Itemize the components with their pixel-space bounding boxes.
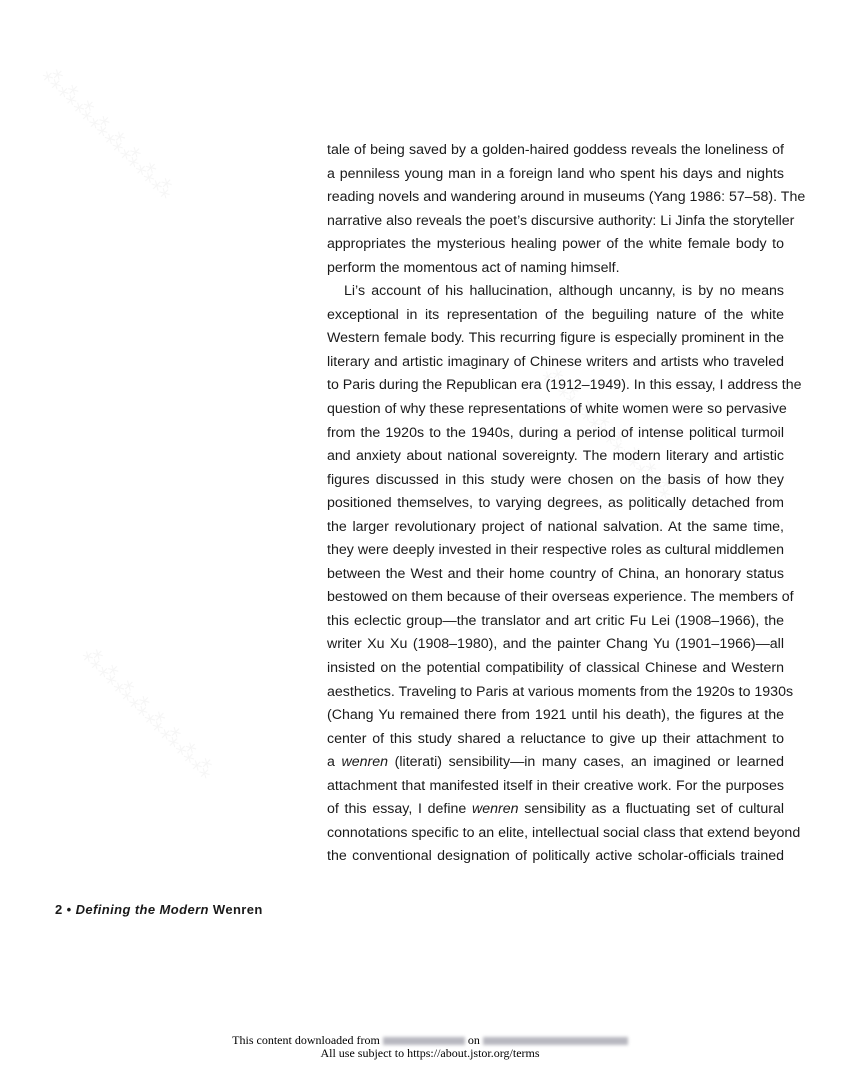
text-line <box>327 186 806 210</box>
text-line <box>327 798 784 822</box>
text-line <box>327 539 784 563</box>
text-segment: tale of being saved by a golden-haired goddess reveals the loneliness of <box>327 142 784 158</box>
text-segment: a <box>327 754 342 771</box>
text-segment: the larger revolutionary project of national salvation. At the same time, <box>327 518 784 535</box>
text-segment: to Paris during the Republican era (1912–1949). In this essay, I address the <box>327 377 802 394</box>
text-segment: (literati) sensibility—in many cases, an imagined or learned <box>388 754 784 771</box>
text-segment: they were deeply invested in their respective roles as cultural middlemen <box>327 542 784 559</box>
text-segment: literary and artistic imaginary of Chinese writers and artists who traveled <box>327 353 784 370</box>
text-line <box>327 469 784 493</box>
text-segment: insisted on the potential compatibility of classical Chinese and Western <box>327 660 784 677</box>
text-segment: positioned themselves, to varying degrees, as politically detached from <box>327 495 784 512</box>
text-line <box>327 445 784 469</box>
text-line <box>327 633 784 657</box>
text-line <box>327 398 787 422</box>
text-segment: of this essay, I define <box>327 801 472 818</box>
terms-notice: All use subject to https://about.jstor.org/terms <box>320 1045 540 1060</box>
text-segment: between the West and their home country of China, an honorary status <box>327 565 784 582</box>
watermark <box>77 642 220 785</box>
text-line <box>327 351 784 375</box>
book-title-roman: Wenren <box>212 902 263 917</box>
text-line <box>327 516 784 540</box>
jstor-download-notice <box>0 1034 860 1059</box>
text-segment: this eclectic group—the translator and art critic Fu Lei (1908–1966), the <box>327 612 784 629</box>
download-prefix: This content downloaded from <box>232 1033 380 1047</box>
text-segment: Western female body. This recurring figure is especially prominent in the <box>327 330 784 347</box>
text-segment: question of why these representations of white women were so pervasive <box>327 401 787 418</box>
text-segment: and anxiety about national sovereignty. The modern literary and artistic <box>327 448 784 465</box>
text-segment: (Chang Yu remained there from 1921 until his death), the figures at the <box>327 707 784 724</box>
redacted-date <box>483 1037 628 1045</box>
text-line <box>327 822 801 846</box>
text-segment: Li’s account of his hallucination, although uncanny, is by no means <box>344 283 784 300</box>
book-title-italic: Defining the Modern <box>75 902 209 917</box>
text-line <box>327 257 784 281</box>
text-segment: connotations specific to an elite, intellectual social class that extend beyond <box>327 824 801 841</box>
text-segment: reading novels and wandering around in museums (Yang 1986: 57–58). The <box>327 189 806 206</box>
body-text <box>327 139 806 869</box>
text-segment: a penniless young man in a foreign land who spent his days and nights <box>327 165 784 182</box>
text-segment: appropriates the mysterious healing power of the white female body to <box>327 236 784 253</box>
text-line <box>327 374 802 398</box>
text-segment: perform the momentous act of naming himself. <box>327 259 620 276</box>
redacted-ip <box>383 1037 465 1045</box>
text-line <box>327 775 784 799</box>
running-footer <box>55 902 263 917</box>
text-line <box>327 304 784 328</box>
text-line <box>327 586 794 610</box>
text-segment: bestowed on them because of their overseas experience. The members of <box>327 589 794 606</box>
text-line <box>327 610 784 634</box>
text-segment: the conventional designation of politically active scholar-officials trained <box>327 848 784 865</box>
bullet: • <box>66 902 72 917</box>
text-line <box>327 681 794 705</box>
text-segment: attachment that manifested itself in their creative work. For the purposes <box>327 777 784 794</box>
text-segment: figures discussed in this study were chosen on the basis of how they <box>327 471 784 488</box>
watermark <box>37 62 180 205</box>
text-line <box>327 233 784 257</box>
text-segment: writer Xu Xu (1908–1980), and the painter Chang Yu (1901–1966)—all <box>327 636 784 653</box>
text-line <box>327 728 784 752</box>
text-segment: exceptional in its representation of the beguiling nature of the white <box>327 306 784 323</box>
text-line <box>327 327 784 351</box>
text-segment: from the 1920s to the 1940s, during a period of intense political turmoil <box>327 424 784 441</box>
page-number: 2 <box>55 902 63 917</box>
text-line <box>327 704 784 728</box>
text-line <box>327 163 784 187</box>
text-segment: narrative also reveals the poet’s discursive authority: Li Jinfa the storyteller <box>327 212 795 229</box>
text-segment: center of this study shared a reluctance to give up their attachment to <box>327 730 784 747</box>
text-line <box>327 422 784 446</box>
italic-term: wenren <box>471 801 519 818</box>
text-line <box>327 845 784 869</box>
download-on: on <box>467 1033 480 1047</box>
text-segment: aesthetics. Traveling to Paris at various moments from the 1920s to 1930s <box>327 683 794 700</box>
text-line <box>327 139 784 163</box>
text-line <box>327 563 784 587</box>
text-line <box>327 492 784 516</box>
text-line <box>327 280 784 304</box>
text-segment: sensibility as a fluctuating set of cultural <box>518 801 785 818</box>
text-line <box>327 210 795 234</box>
text-line <box>327 751 784 775</box>
text-line <box>327 657 784 681</box>
italic-term: wenren <box>341 754 389 771</box>
